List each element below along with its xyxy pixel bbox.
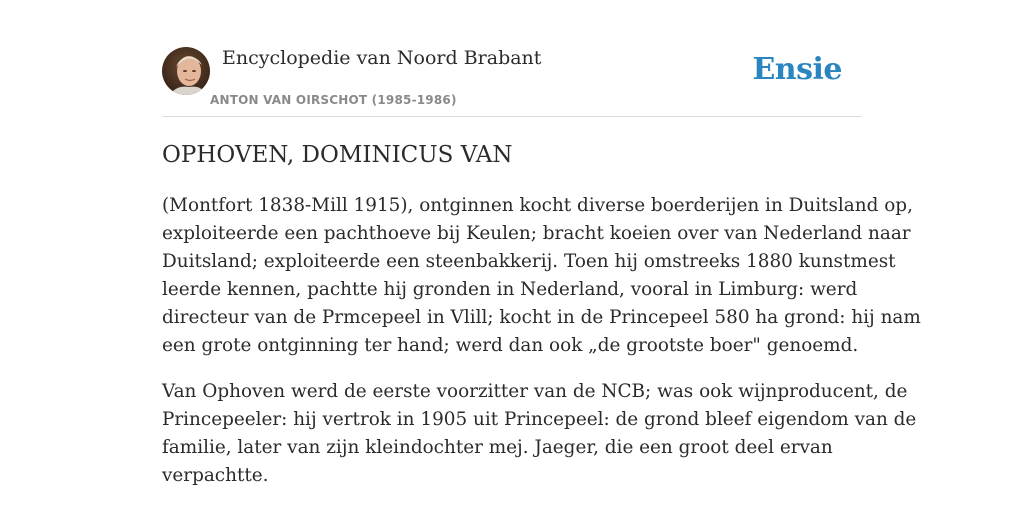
- text-line: Duitsland; exploiteerde een steenbakkerij. Toen hij omstreeks 1880 kunstmest: [162, 251, 896, 272]
- text-line: (Montfort 1838-Mill 1915), ontginnen kocht diverse boerderijen in Duitsland op,: [162, 195, 913, 216]
- text-line: verpachtte.: [162, 465, 269, 486]
- source-title-link[interactable]: Encyclopedie van Noord Brabant: [222, 47, 542, 69]
- header: [162, 46, 862, 117]
- author-portrait-icon: [162, 47, 210, 95]
- entry-paragraph: [162, 192, 921, 360]
- entry-body: [162, 192, 921, 508]
- author-avatar[interactable]: [162, 47, 210, 95]
- author-name[interactable]: ANTON VAN OIRSCHOT (1985-1986): [210, 93, 457, 107]
- text-line: exploiteerde een pachthoeve bij Keulen; bracht koeien over van Nederland naar: [162, 223, 911, 244]
- ensie-logo[interactable]: Ensie: [752, 52, 842, 87]
- text-line: leerde kennen, pachtte hij gronden in Nederland, vooral in Limburg: werd: [162, 279, 858, 300]
- text-line: Van Ophoven werd de eerste voorzitter van de NCB; was ook wijnproducent, de: [162, 381, 908, 402]
- text-line: een grote ontginning ter hand; werd dan ook „de grootste boer" genoemd.: [162, 335, 859, 356]
- text-line: familie, later van zijn kleindochter mej. Jaeger, die een groot deel ervan: [162, 437, 833, 458]
- text-line: Princepeeler: hij vertrok in 1905 uit Princepeel: de grond bleef eigendom van de: [162, 409, 917, 430]
- entry-paragraph: [162, 378, 917, 490]
- entry-title: OPHOVEN, DOMINICUS VAN: [162, 142, 513, 168]
- text-line: directeur van de Prmcepeel in Vlill; kocht in de Princepeel 580 ha grond: hij nam: [162, 307, 921, 328]
